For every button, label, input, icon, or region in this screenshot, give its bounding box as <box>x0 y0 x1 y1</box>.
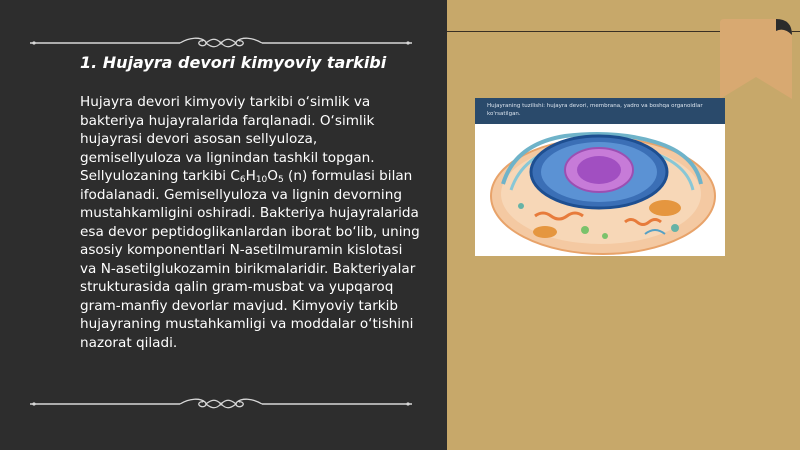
slide-body-text <box>80 93 420 352</box>
formula-o: O <box>267 168 278 184</box>
formula-sub-1: 6 <box>239 175 246 185</box>
formula-h: H <box>245 168 256 184</box>
ornament-divider-top-icon <box>30 35 412 51</box>
ornament-divider-bottom-icon <box>30 396 412 412</box>
body-part-2: (n) formulasi bilan ifodalanadi. Gemisellyuloza va lignin devorning mustahkamligini oshiradi. Bakteriya hujayralarida esa devor peptidoglikanlardan iborat bo‘lib, uning asosiy komponentlari N-asetilmuramin kislotasi va N-asetilglukozamin birikmalaridir. Bakteriyalar strukturasida qalin gram-musbat va yupqaroq gram-manfiy devorlar mavjud. Kimyoviy tarkib hujayraning mustahkamligi va moddalar o‘tishini nazorat qiladi. <box>80 168 420 351</box>
slide-title: 1. Hujayra devori kimyoviy tarkibi <box>80 53 387 72</box>
image-caption-bar <box>475 98 725 124</box>
bookmark-ribbon-icon <box>718 17 794 99</box>
body-part-1: Hujayra devori kimyoviy tarkibi o‘simlik va bakteriya hujayralarida farqlanadi. O‘simlik hujayrasi devori asosan sellyuloza, gemisellyuloza va lignindan tashkil topgan. Sellyulozaning tarkibi C <box>80 94 375 184</box>
formula-sub-3: 5 <box>277 175 284 185</box>
image-caption: Hujayraning tuzilishi: hujayra devori, membrana, yadro va boshqa organoidlar ko'rsatilgan. <box>487 103 703 117</box>
cell-diagram-image <box>475 98 725 256</box>
formula-sub-2: 10 <box>255 175 268 185</box>
cell-illustration <box>475 124 725 256</box>
